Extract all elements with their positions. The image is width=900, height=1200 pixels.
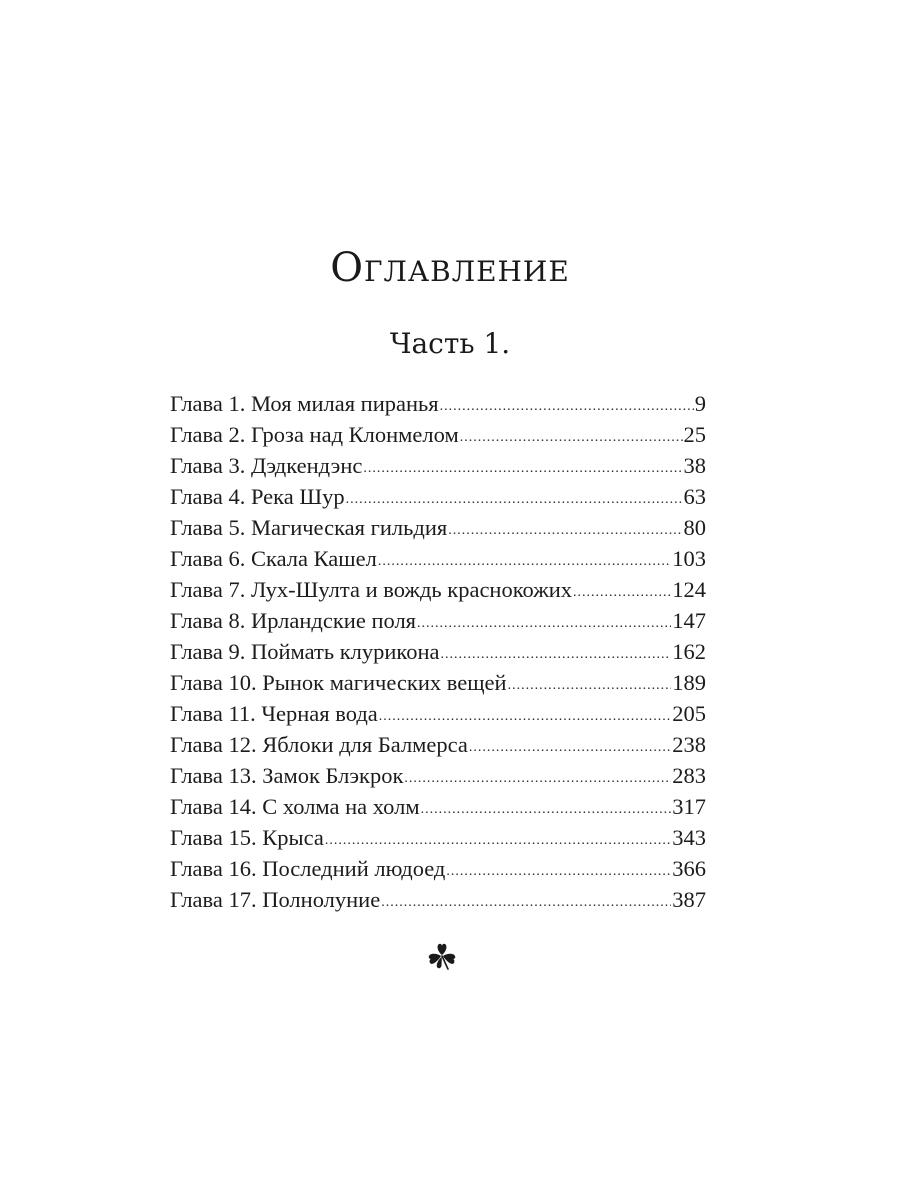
dot-leader [446,856,671,884]
toc-entry-title: Глава 11. Черная вода [170,701,378,726]
toc-entry-title: Глава 12. Яблоки для Балмерса [170,732,468,757]
dot-leader [440,391,694,419]
dot-leader [421,794,672,822]
toc-entry[interactable] [170,450,706,481]
toc-entry-title: Глава 8. Ирландские поля [170,608,417,633]
toc-entry[interactable] [170,574,706,605]
toc-entry[interactable] [170,388,706,419]
dot-leader [325,825,671,853]
toc-entry[interactable] [170,481,706,512]
dot-leader [440,639,671,667]
page-title: Оглавление [330,245,570,291]
dot-leader [379,701,671,729]
toc-entry-title: Глава 2. Гроза над Клонмелом [170,422,459,447]
toc-entry[interactable] [170,729,706,760]
toc-entry-title: Глава 6. Скала Кашел [170,546,377,571]
toc-entry[interactable] [170,419,706,450]
toc-entry-page: 63 [683,484,706,509]
toc-entry[interactable] [170,605,706,636]
toc-entry-title: Глава 7. Лух-Шулта и вождь краснокожих [170,577,573,602]
dot-leader [378,546,671,574]
toc-entry-page: 38 [683,453,706,478]
toc-entry-title: Глава 16. Последний людоед [170,856,446,881]
toc-entry-page: 162 [672,639,706,664]
toc-entry[interactable] [170,822,706,853]
toc-entry-title: Глава 4. Река Шур [170,484,345,509]
toc-entry[interactable] [170,853,706,884]
toc-entry-title: Глава 5. Магическая гильдия [170,515,448,540]
toc-entry[interactable] [170,667,706,698]
dot-leader [363,453,682,481]
toc-entry[interactable] [170,636,706,667]
toc-entry-page: 317 [672,794,706,819]
toc-entry-title: Глава 10. Рынок магических вещей [170,670,507,695]
toc-entry-page: 9 [694,391,706,416]
table-of-contents [170,388,706,915]
dot-leader [404,763,671,791]
toc-entry-page: 283 [672,763,706,788]
toc-entry-page: 25 [683,422,706,447]
toc-entry-page: 366 [672,856,706,881]
dot-leader [417,608,671,636]
dot-leader [346,484,683,512]
dot-leader [573,577,671,605]
toc-entry-title: Глава 15. Крыса [170,825,324,850]
toc-entry-page: 205 [672,701,706,726]
toc-entry-page: 189 [672,670,706,695]
toc-entry-title: Глава 1. Моя милая пиранья [170,391,439,416]
dot-leader [381,887,671,915]
toc-entry-page: 343 [672,825,706,850]
toc-entry-title: Глава 13. Замок Блэкрок [170,763,404,788]
toc-entry-page: 124 [672,577,706,602]
dot-leader [469,732,671,760]
shamrock-icon [426,940,458,972]
dot-leader [460,422,683,450]
toc-entry[interactable] [170,543,706,574]
toc-entry-title: Глава 3. Дэдкендэнс [170,453,363,478]
toc-entry-title: Глава 17. Полнолуние [170,887,381,912]
dot-leader [508,670,672,698]
toc-entry-page: 238 [672,732,706,757]
toc-entry[interactable] [170,884,706,915]
toc-entry[interactable] [170,760,706,791]
toc-entry-page: 147 [672,608,706,633]
toc-entry-page: 80 [683,515,706,540]
toc-entry-title: Глава 14. С холма на холм [170,794,420,819]
part-title: Часть 1. [389,327,511,360]
toc-entry-page: 103 [672,546,706,571]
toc-entry[interactable] [170,791,706,822]
toc-entry[interactable] [170,698,706,729]
toc-entry[interactable] [170,512,706,543]
toc-entry-title: Глава 9. Поймать клурикона [170,639,440,664]
dot-leader [448,515,682,543]
toc-entry-page: 387 [672,887,706,912]
